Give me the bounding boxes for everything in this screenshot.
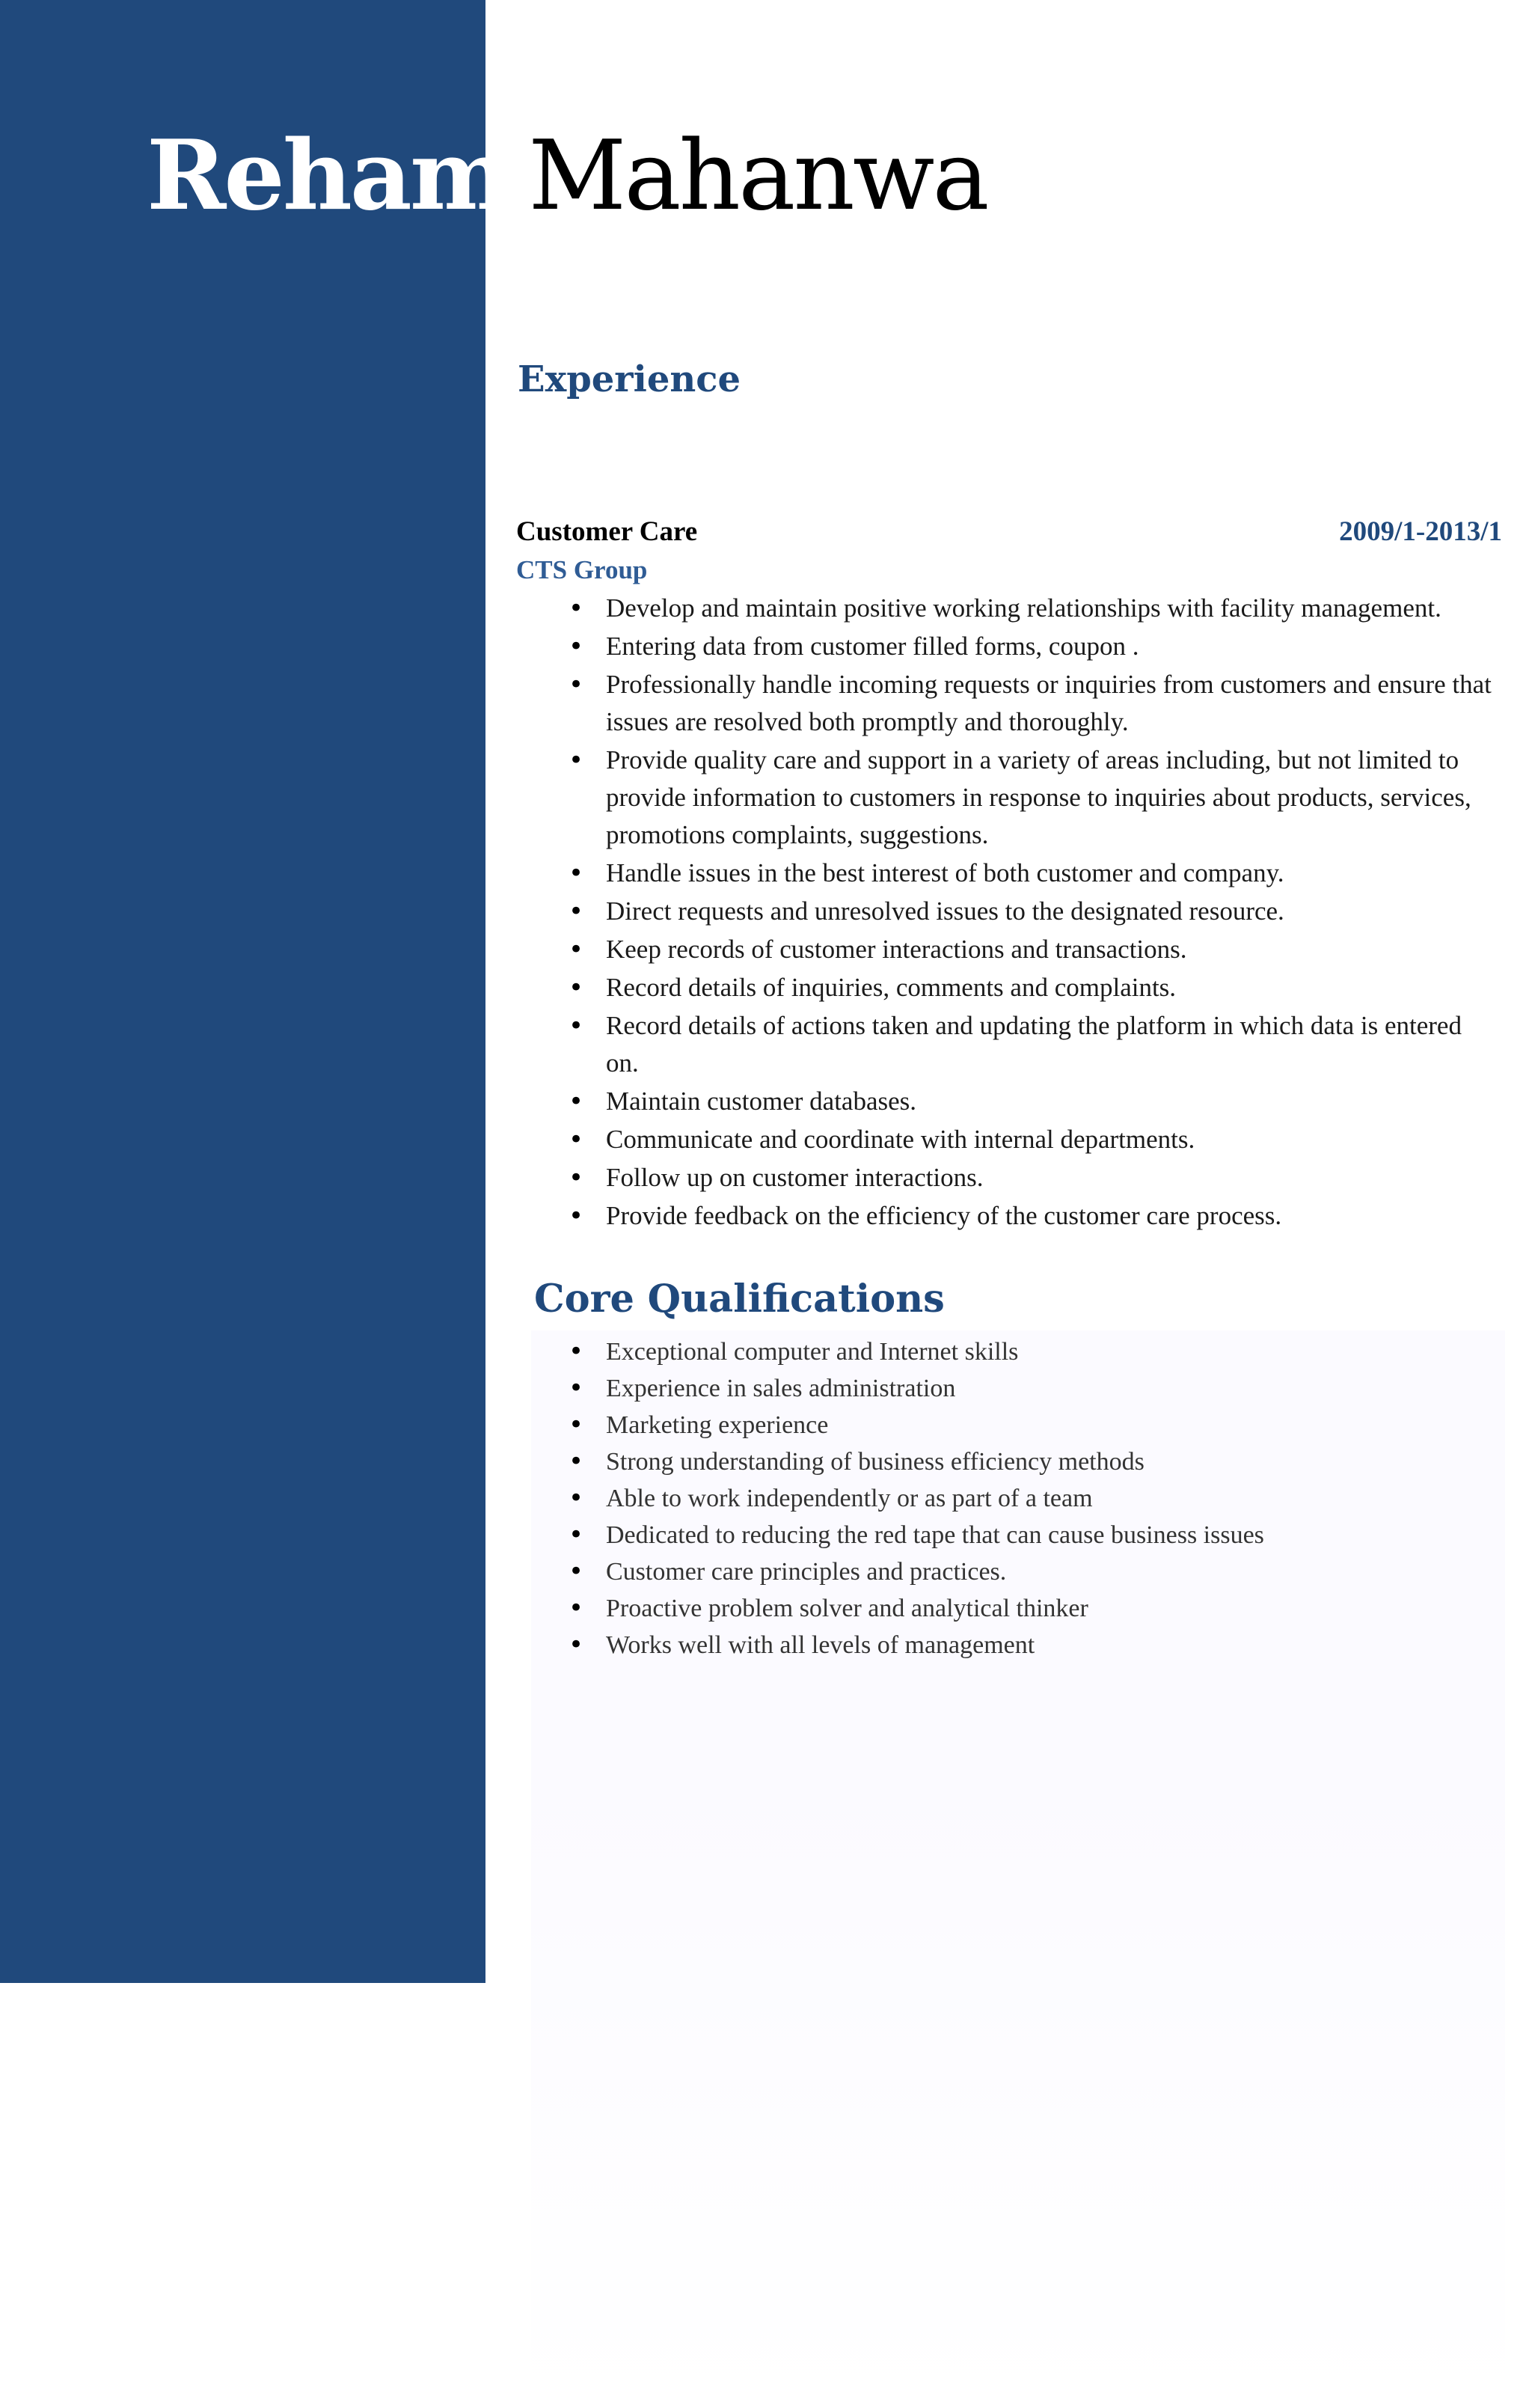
experience-duties-list — [569, 590, 1496, 1235]
list-item: • Works well with all levels of management — [569, 1627, 1496, 1663]
candidate-name — [147, 112, 987, 240]
list-item: • Record details of inquiries, comments and complaints. — [569, 969, 1496, 1006]
first-name: Reham — [147, 120, 509, 232]
list-item: • Proactive problem solver and analytical thinker — [569, 1590, 1496, 1627]
list-item: • Keep records of customer interactions and transactions. — [569, 931, 1496, 968]
list-item: • Exceptional computer and Internet skills — [569, 1333, 1496, 1370]
list-item: • Experience in sales administration — [569, 1370, 1496, 1407]
experience-heading: Experience — [518, 358, 741, 400]
list-item: • Communicate and coordinate with internal departments. — [569, 1121, 1496, 1158]
list-item: • Dedicated to reducing the red tape that can cause business issues — [569, 1517, 1496, 1553]
list-item: • Entering data from customer filled forms, coupon . — [569, 628, 1496, 665]
list-item: • Able to work independently or as part of a team — [569, 1480, 1496, 1517]
last-name: Mahanwa — [528, 120, 987, 232]
list-item: • Follow up on customer interactions. — [569, 1159, 1496, 1197]
core-qualifications-list — [569, 1333, 1496, 1663]
list-item: • Provide quality care and support in a variety of areas including, but not limited to provide information to customers in response to inquiries about products, services, promotions complaints, suggestions. — [569, 742, 1496, 854]
job-dates: 2009/1-2013/1 — [1339, 516, 1502, 547]
sidebar-panel — [0, 0, 485, 1983]
list-item: • Provide feedback on the efficiency of the customer care process. — [569, 1197, 1496, 1235]
list-item: • Record details of actions taken and updating the platform in which data is entered on. — [569, 1007, 1496, 1082]
list-item: • Direct requests and unresolved issues to the designated resource. — [569, 893, 1496, 930]
company-name: CTS Group — [516, 555, 648, 584]
list-item: • Professionally handle incoming requests or inquiries from customers and ensure that issues are resolved both promptly and thoroughly. — [569, 666, 1496, 741]
list-item: • Customer care principles and practices. — [569, 1553, 1496, 1590]
core-qualifications-heading: Core Qualifications — [534, 1277, 945, 1321]
list-item: • Maintain customer databases. — [569, 1083, 1496, 1120]
list-item: • Strong understanding of business efficiency methods — [569, 1443, 1496, 1480]
list-item: • Handle issues in the best interest of both customer and company. — [569, 855, 1496, 892]
list-item: • Develop and maintain positive working relationships with facility management. — [569, 590, 1496, 627]
job-title: Customer Care — [516, 516, 698, 547]
list-item: • Marketing experience — [569, 1407, 1496, 1443]
